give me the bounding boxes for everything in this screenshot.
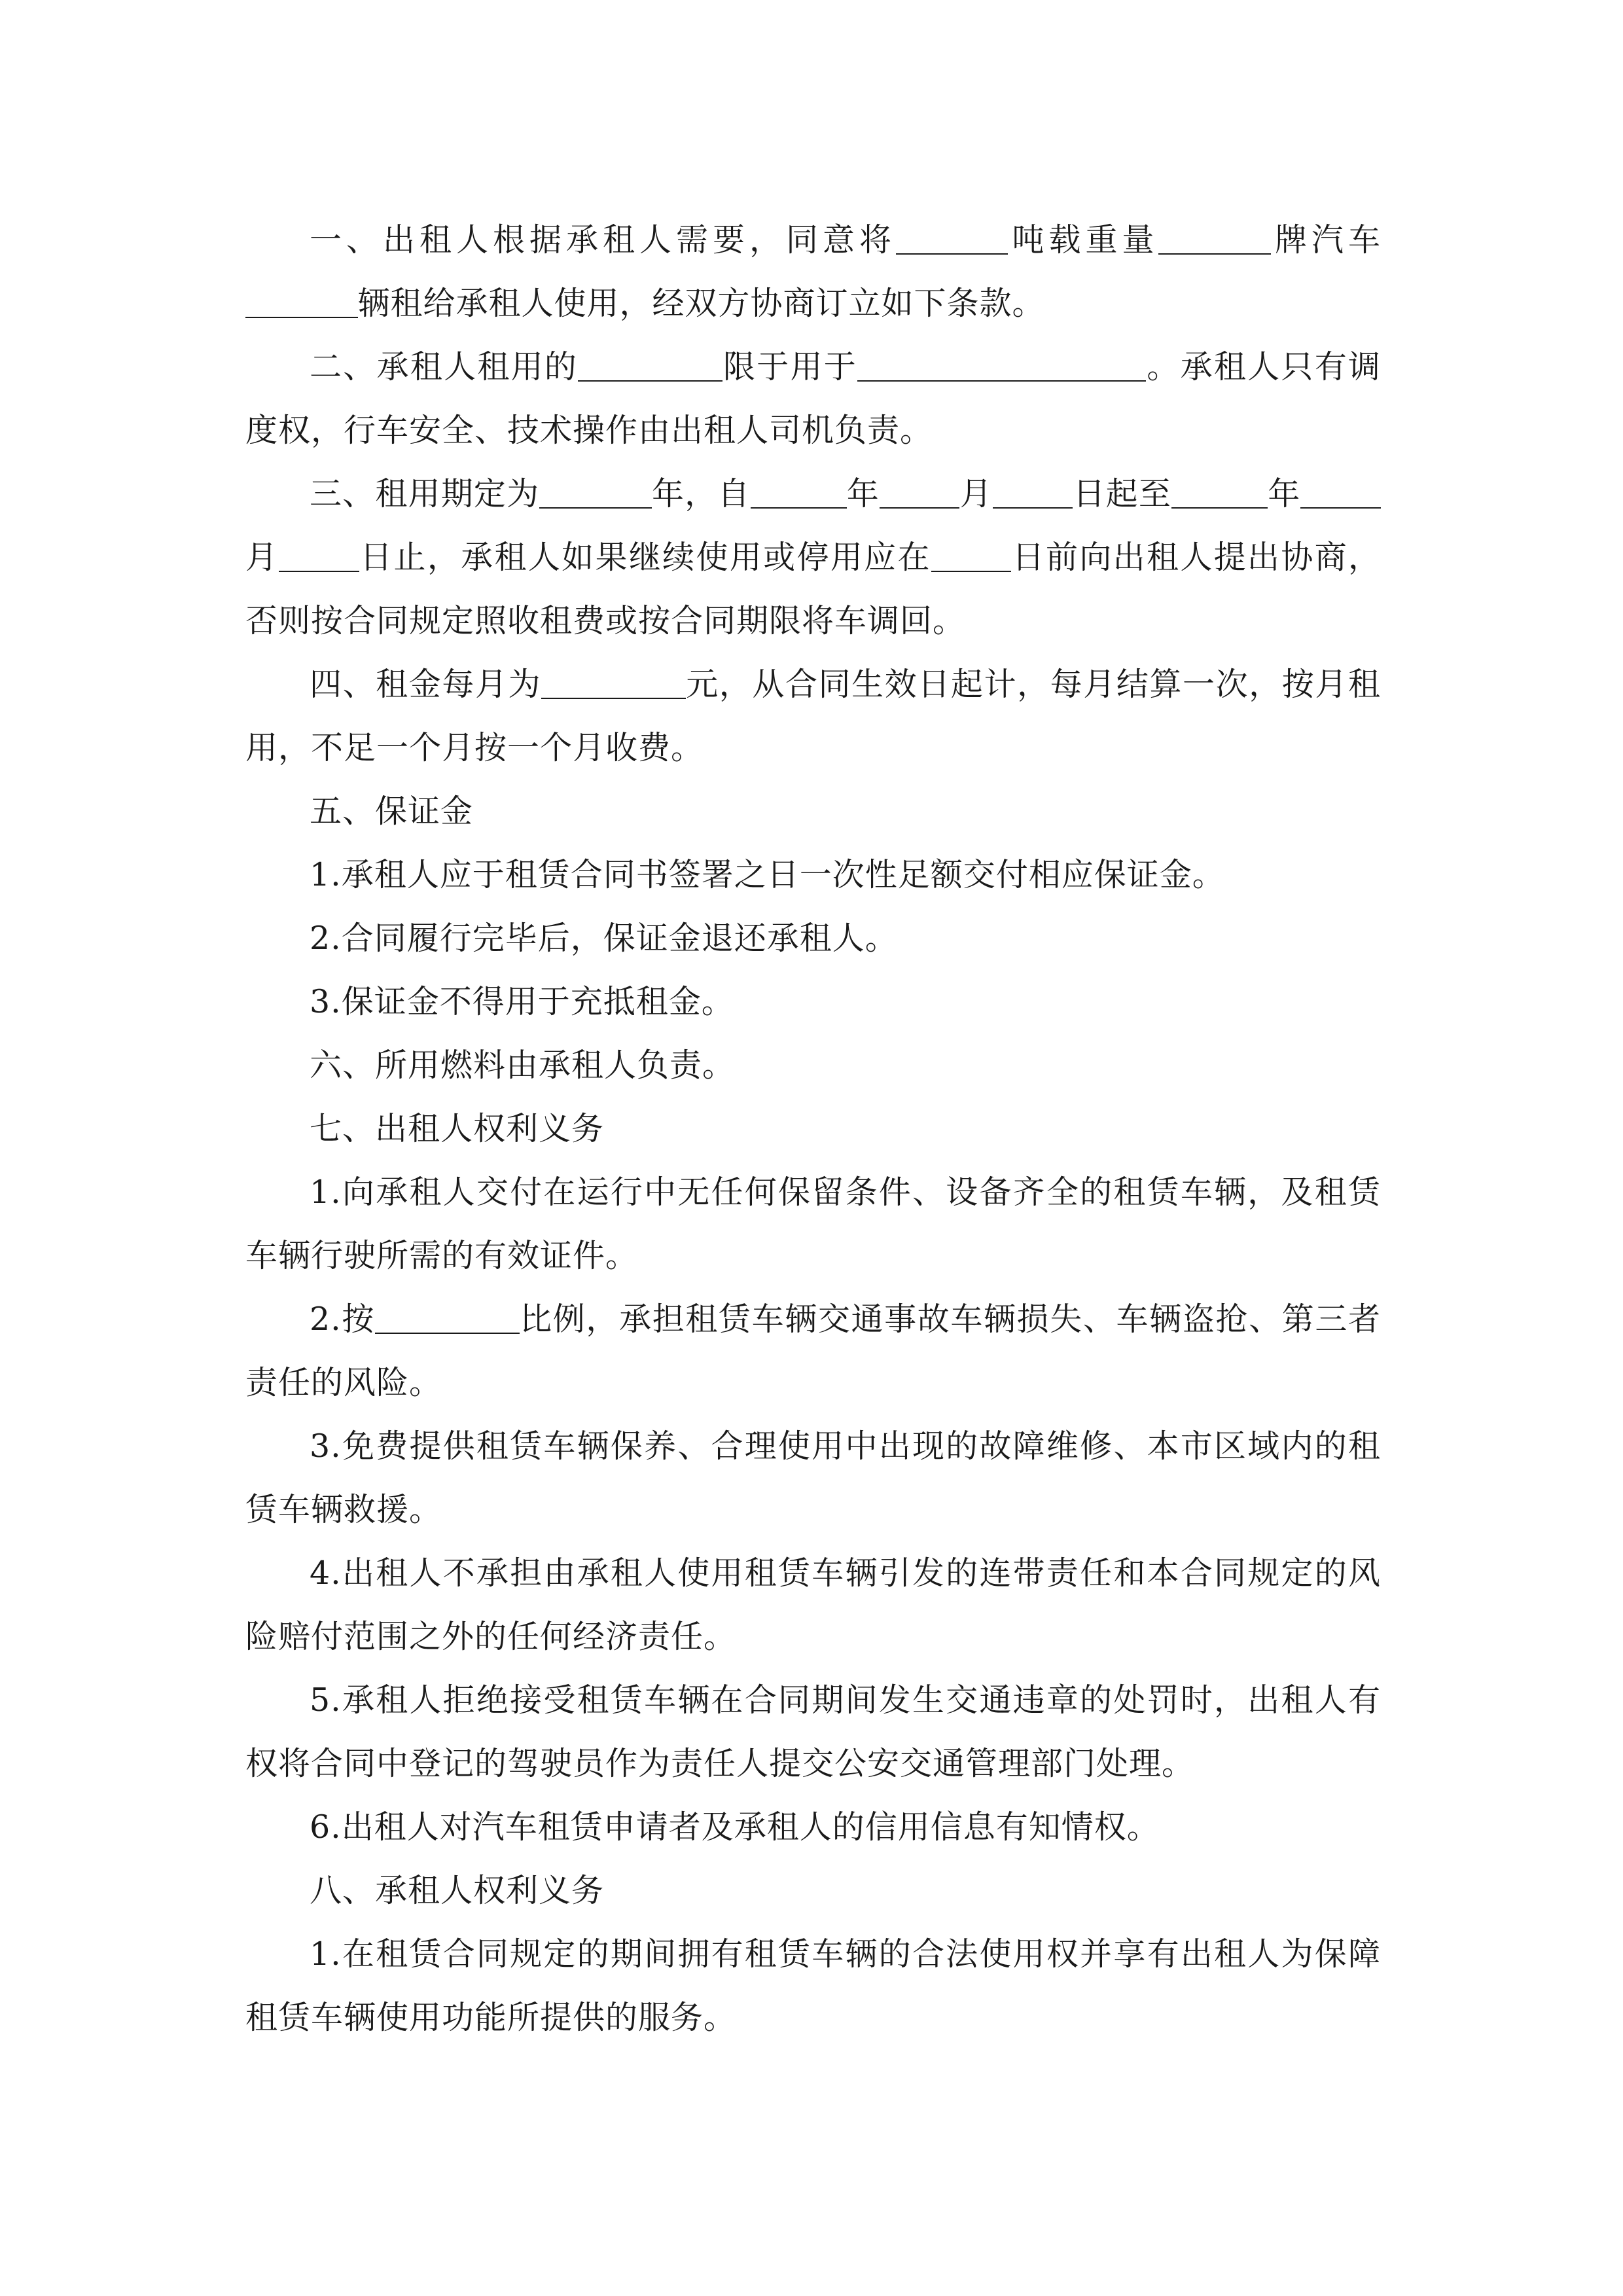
paragraph-text: 3.免费提供租赁车辆保养、合理使用中出现的故障维修、本市区域内的租赁车辆救援。 <box>245 1427 1381 1528</box>
paragraph-text: 五、保证金 <box>310 793 474 830</box>
paragraph <box>245 906 1381 970</box>
paragraph <box>245 462 1381 653</box>
paragraph-text: 月 <box>245 539 279 576</box>
fill-in-blank[interactable] <box>1300 476 1381 509</box>
fill-in-blank[interactable] <box>375 1302 520 1334</box>
paragraph <box>245 843 1381 906</box>
paragraph <box>245 1922 1381 2049</box>
paragraph <box>245 1541 1381 1668</box>
fill-in-blank[interactable] <box>993 476 1073 509</box>
fill-in-blank[interactable] <box>578 350 722 382</box>
paragraph-text: 比例，承担租赁车辆交通事故车辆损失、车辆盗抢、第三者责任的风险。 <box>245 1300 1381 1401</box>
paragraph-text: 日起至 <box>1073 475 1172 512</box>
paragraph-text: 六、所用燃料由承租人负责。 <box>310 1047 736 1084</box>
paragraph-text: 八、承租人权利义务 <box>310 1872 605 1909</box>
document-body <box>245 208 1381 2049</box>
paragraph <box>245 780 1381 843</box>
fill-in-blank[interactable] <box>751 476 847 509</box>
paragraph-text: 日止，承租人如果继续使用或停用应在 <box>359 539 931 576</box>
paragraph-text: 日前向出租人提出协商，否则按合同规定照收租费或按合同期限将车调回。 <box>245 539 1381 639</box>
paragraph <box>245 653 1381 780</box>
fill-in-blank[interactable] <box>857 350 1146 382</box>
paragraph <box>245 970 1381 1033</box>
paragraph-text: 1.向承租人交付在运行中无任何保留条件、设备齐全的租赁车辆，及租赁车辆行驶所需的有效证件。 <box>245 1174 1381 1274</box>
paragraph-text: 七、出租人权利义务 <box>310 1110 605 1147</box>
paragraph-text: 四、租金每月为 <box>310 666 542 703</box>
fill-in-blank[interactable] <box>931 540 1012 572</box>
fill-in-blank[interactable] <box>539 476 652 509</box>
paragraph <box>245 1097 1381 1160</box>
paragraph <box>245 1795 1381 1859</box>
paragraph <box>245 335 1381 462</box>
paragraph-text: 辆租给承租人使用，经双方协商订立如下条款。 <box>357 285 1045 322</box>
paragraph-text: 限于用于 <box>722 348 858 386</box>
paragraph-text: 1.在租赁合同规定的期间拥有租赁车辆的合法使用权并享有出租人为保障租赁车辆使用功能所提供的服务。 <box>245 1935 1381 2036</box>
paragraph <box>245 1287 1381 1414</box>
fill-in-blank[interactable] <box>1171 476 1268 509</box>
fill-in-blank[interactable] <box>896 223 1008 255</box>
paragraph-text: 二、承租人租用的 <box>310 348 579 386</box>
paragraph <box>245 1033 1381 1097</box>
paragraph <box>245 1859 1381 1922</box>
paragraph <box>245 1668 1381 1795</box>
paragraph-text: 牌汽车 <box>1270 221 1381 259</box>
paragraph-text: 年，自 <box>651 475 751 512</box>
paragraph-text: 3.保证金不得用于充抵租金。 <box>310 983 734 1020</box>
paragraph <box>245 208 1381 335</box>
paragraph-text: 6.出租人对汽车租赁申请者及承租人的信用信息有知情权。 <box>310 1808 1160 1846</box>
fill-in-blank[interactable] <box>541 667 686 699</box>
paragraph <box>245 1414 1381 1541</box>
paragraph-text: 2.合同履行完毕后，保证金退还承租人。 <box>310 920 898 957</box>
fill-in-blank[interactable] <box>279 540 359 572</box>
fill-in-blank[interactable] <box>245 286 358 318</box>
paragraph-text: 5.承租人拒绝接受租赁车辆在合同期间发生交通违章的处罚时，出租人有权将合同中登记的驾驶员作为责任人提交公安交通管理部门处理。 <box>245 1681 1381 1782</box>
paragraph <box>245 1160 1381 1287</box>
paragraph-text: 4.出租人不承担由承租人使用租赁车辆引发的连带责任和本合同规定的风险赔付范围之外的任何经济责任。 <box>245 1554 1381 1655</box>
paragraph-text: 月 <box>959 475 993 512</box>
paragraph-text: 元，从合同生效日起计，每月结算一次，按月租用，不足一个月按一个月收费。 <box>245 666 1381 766</box>
fill-in-blank[interactable] <box>1158 223 1271 255</box>
paragraph-text: 。承租人只有调度权，行车安全、技术操作由出租人司机负责。 <box>245 348 1381 449</box>
paragraph-text: 2.按 <box>310 1300 376 1338</box>
paragraph-text: 三、租用期定为 <box>310 475 540 512</box>
paragraph-text: 1.承租人应于租赁合同书签署之日一次性足额交付相应保证金。 <box>310 856 1225 893</box>
paragraph-text: 年 <box>846 475 880 512</box>
fill-in-blank[interactable] <box>880 476 960 509</box>
paragraph-text: 吨载重量 <box>1008 221 1159 259</box>
paragraph-text: 年 <box>1268 475 1301 512</box>
paragraph-text: 一、出租人根据承租人需要，同意将 <box>310 221 896 259</box>
